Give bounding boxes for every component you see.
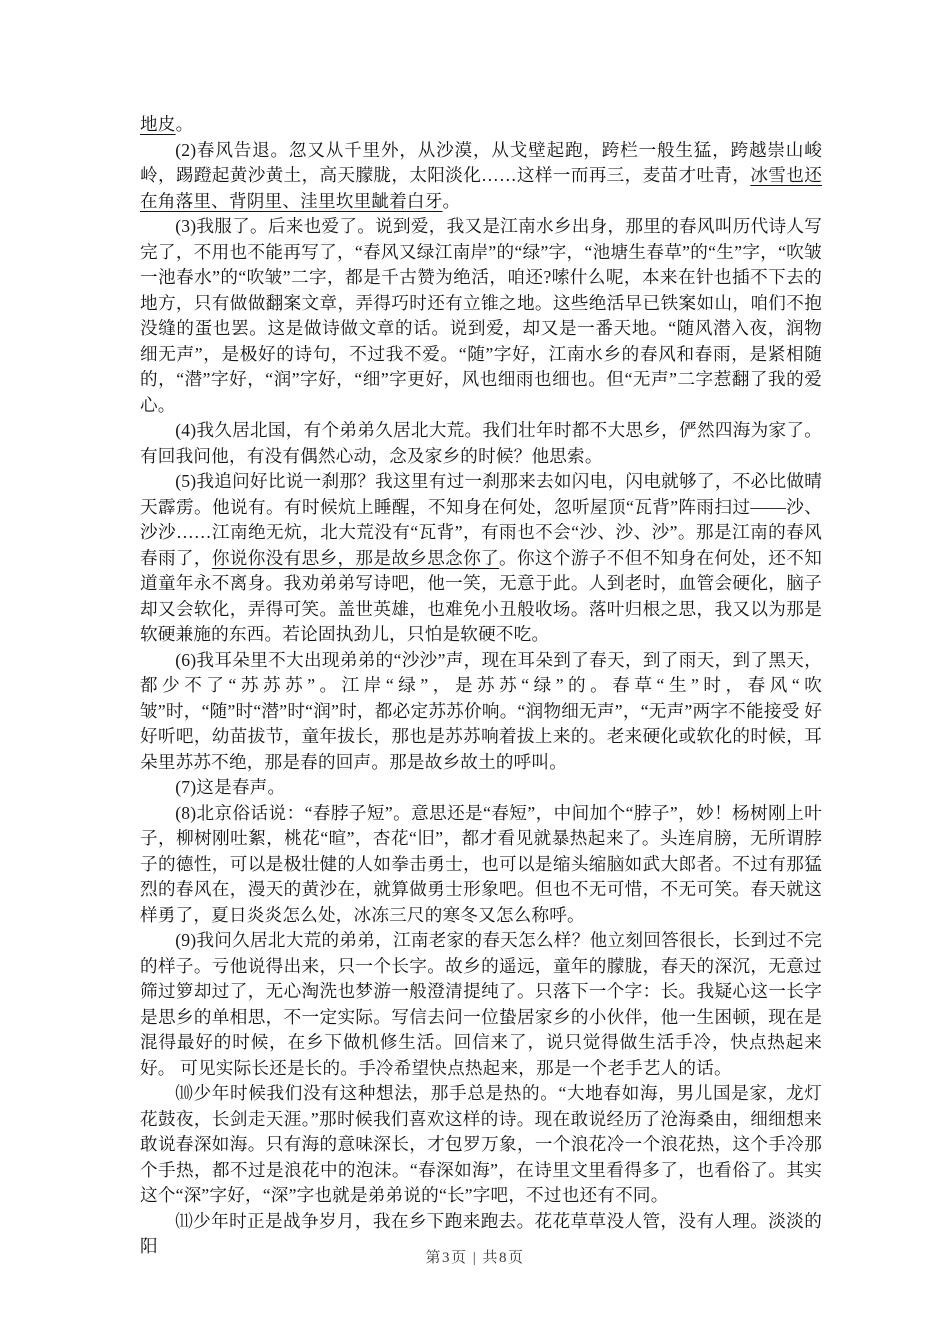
paragraph-text: (3)我服了。后来也爱了。说到爱，我又是江南水乡出身，那里的春风叫历代诗人写完了，不用也不能再写了，“春风又绿江南岸”的“绿”字，“池塘生春草”的“生”字，“吹皱一池春水”的“吹皱”二字，都是千古赞为绝活，咱还?嗦什么呢，本来在针也插不下去的地方，只有做做翻案文章，弄得巧时还有立锥之地。这些绝活早已铁案如山，咱们不抱没缝的蛋也罢。这是做诗做文章的话。说到爱，却又是一番天地。“随风潜入夜，润物细无声”，是极好的诗句，不过我不爱。“随”字好，江南水乡的春风和春雨，是紧相随的，“潜”字好，“润”字好，“细”字更好，风也细雨也细也。但“无声”二字惹翻了我的爱心。 <box>140 216 822 415</box>
paragraph <box>140 112 822 138</box>
paragraph <box>140 469 822 648</box>
paragraph-text: 。 <box>442 190 461 211</box>
paragraph <box>140 418 822 469</box>
paragraph-text: (9)我问久居北大荒的弟弟，江南老家的春天怎么样？他立刻回答很长，长到过不完的样子。亏他说得出来，只一个长字。故乡的遥远，童年的朦胧，春天的深沉，无意过筛过箩却过了，无心淘洗也梦游一般澄清提纯了。只落下一个字：长。我疑心这一长字是思乡的单相思，不一定实际。写信去问一位蛰居家乡的小伙伴，他一生困顿，现在是混得最好的时候，在乡下做机修生活。回信来了，说只觉得做生活手冷，快点热起来好。 可见实际长还是长的。手冷希望快点热起来，那是一个老手艺人的话。 <box>140 930 822 1078</box>
page-footer <box>0 1246 950 1267</box>
paragraph-text: ⑽少年时候我们没有这种想法，那手总是热的。“大地春如海，男儿国是家，龙灯花鼓夜，长剑走天涯。”那时候我们喜欢这样的诗。现在敢说经历了沧海桑由，细细想来敢说春深如海。只有海的意味深长，才包罗万象，一个浪花冷一个浪花热，这个手冷那个手热，都不过是浪花中的泡沫。“春深如海”，在诗里文里看得多了，也看俗了。其实这个“深”字好，“深”字也就是弟弟说的“长”字吧，不过也还有不同。 <box>140 1083 822 1205</box>
paragraph <box>140 928 822 1081</box>
paragraph-text: (8)北京俗话说：“春脖子短”。意思还是“春短”，中间加个“脖子”，妙！杨树刚上叶子，柳树刚吐絮，桃花“暄”，杏花“旧”，都才看见就暴热起来了。头连肩膀，无所谓脖子的德性，可以是极壮健的人如拳击勇士，也可以是缩头缩脑如武大郎者。不过有那猛烈的春风在，漫天的黄沙在，就算做勇士形象吧。但也不无可惜，不无可笑。春天就这样勇了，夏日炎炎怎么处，冰冻三尺的寒冬又怎么称呼。 <box>140 802 822 925</box>
paragraph-text: (7)这是春声。 <box>175 777 286 797</box>
paragraph <box>140 801 822 929</box>
paragraph <box>140 775 822 801</box>
underlined-text: 冰雪也还在角落里、背阴里、洼里坎里龇着白牙 <box>140 165 822 211</box>
paragraph-text: (5)我追问好比说一刹那？我这里有过一刹那来去如闪电，闪电就够了，不必比做晴天霹雳。他说有。有时候炕上睡醒，不知身在何处，忽听屋顶“瓦背”阵雨扫过——沙、沙沙……江南绝无炕，北大荒没有“瓦背”，有雨也不会“沙、沙、沙”。那是江南的春风春雨了， <box>140 471 822 568</box>
paragraph-text: (4)我久居北国，有个弟弟久居北大荒。我们壮年时都不大思乡，俨然四海为家了。有回我问他，有没有偶然心动，念及家乡的时候？他思索。 <box>140 420 822 466</box>
paragraph-text: (6)我耳朵里不大出现弟弟的“沙沙”声，现在耳朵到了春天，到了雨天，到了黑天，都少不了“苏苏苏”。江岸“绿”，是苏苏“绿”的。春草“生”时，春风“吹皱”时，“随”时“潜”时“润”时，都必定苏苏价响。“润物细无声”，“无声”两字不能接受 好好听吧，幼苗拔节，童年拔长，那也是苏苏响着拔上来的。老来硬化或软化的时候，耳朵里苏苏不绝，那是春的回声。那是故乡故土的呼叫。 <box>140 649 822 772</box>
page-number-indicator: 第3页 | 共8页 <box>425 1250 525 1266</box>
paragraph-text: 。 <box>175 114 194 134</box>
underlined-text: 你说你没有思乡，那是故乡思念你了 <box>211 547 500 568</box>
underlined-text: 地皮 <box>140 114 176 134</box>
paragraph <box>140 1081 822 1209</box>
paragraph-text: ⑾少年时正是战争岁月，我在乡下跑来跑去。花花草草没人管，没有人理。淡淡的阳 <box>140 1210 822 1256</box>
paragraph-text: 。你这个游子不但不知身在何处，还不知道童年永不离身。我劝弟弟写诗吧，他一笑，无意于此。人到老时，血管会硬化，脑子却又会软化，弄得可笑。盖世英雄，也难免小丑般收场。落叶归根之思，我又以为那是软硬兼施的东西。若论固执劲儿，只怕是软硬不吃。 <box>140 547 822 644</box>
paragraph-text: (2)春风告退。忽又从千里外，从沙漠，从戈壁起跑，跨栏一般生猛，跨越崇山峻岭，踢蹬起黄沙黄土，高天朦胧，太阳淡化……这样一而再三，麦苗才吐青， <box>140 139 822 185</box>
essay-text <box>140 112 822 1260</box>
paragraph <box>140 214 822 418</box>
paragraph <box>140 138 822 215</box>
paragraph <box>140 648 822 776</box>
